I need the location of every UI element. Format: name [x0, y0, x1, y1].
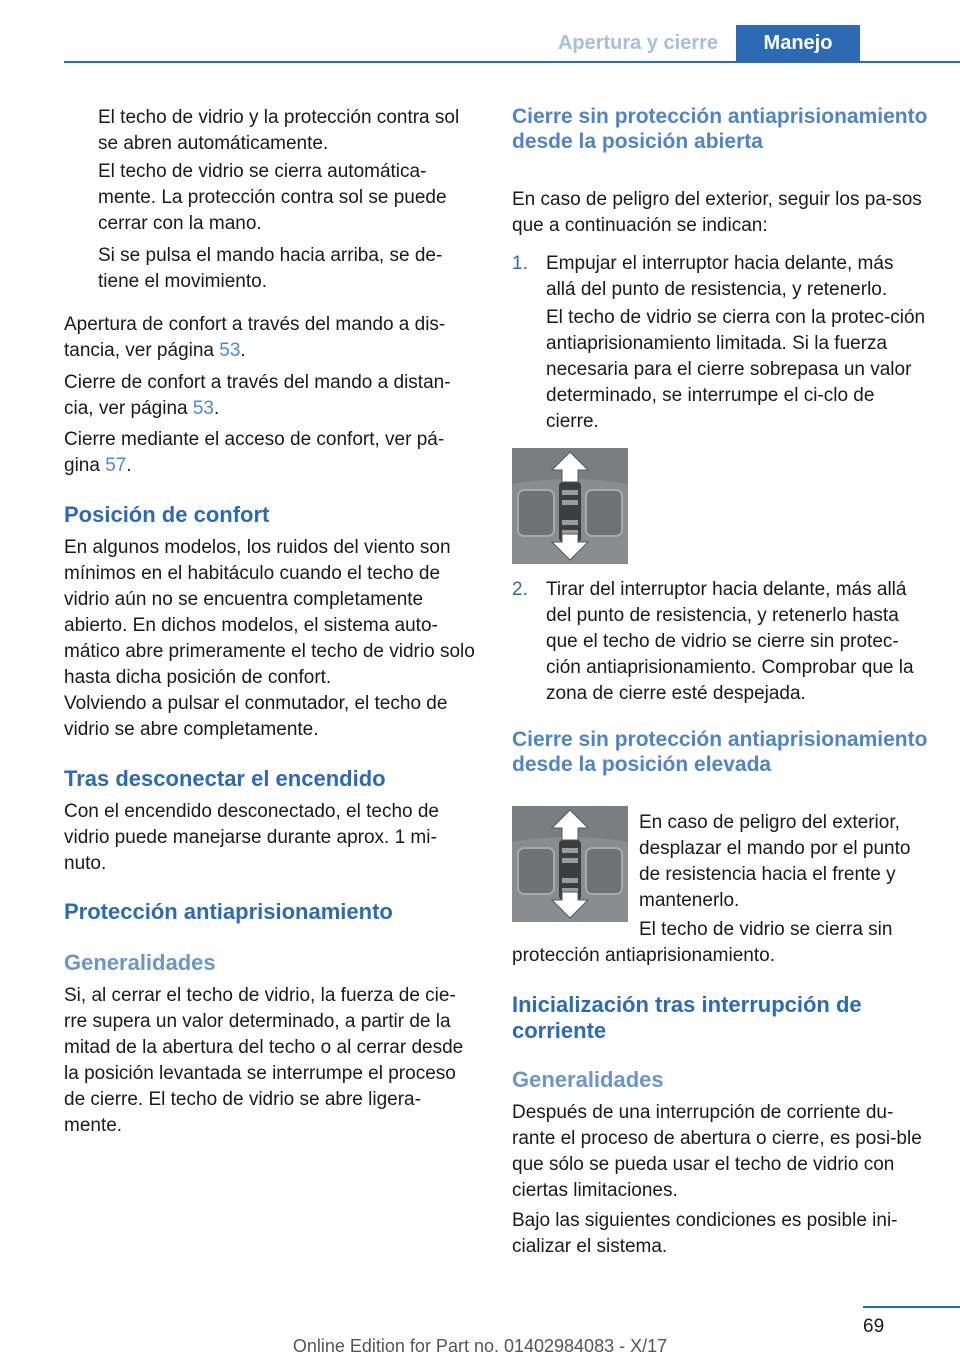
paragraph-stop-movement: Si se pulsa el mando hacia arriba, se de-tiene el movimiento. — [98, 245, 443, 292]
step-1-text: Empujar el interruptor hacia delante, más allá del punto de resistencia, y retenerlo. — [546, 253, 894, 300]
comfort-close-text: Cierre de confort a través del mando a distan-cia, ver página — [64, 372, 451, 419]
paragraph-init-general: Después de una interrupción de corriente du-rante el proceso de abertura o cierre, es posi-ble que sólo se pueda usar el techo de vidrio con ciertas limitaciones. — [512, 1102, 922, 1201]
heading-general: Generalidades — [64, 950, 216, 975]
paragraph-comfort-position: En algunos modelos, los ruidos del viento son mínimos en el habitáculo cuando el techo de vidrio aún no se encuentra completamente abierto. En dichos modelos, el sistema auto-mático abre primeramente el techo de vidrio solo hasta dicha posición de confort. — [64, 537, 475, 688]
paragraph-raised-close-a: El techo de vidrio se cierra sin — [639, 919, 893, 940]
heading-general-2: Generalidades — [512, 1067, 664, 1092]
paragraph-auto-open: El techo de vidrio y la protección contra sol se abren automáticamente. — [98, 107, 460, 154]
paragraph-raised-close-b: protección antiaprisionamiento. — [512, 945, 775, 966]
header-rule — [64, 61, 960, 63]
step-2-text: Tirar del interruptor hacia delante, más allá del punto de resistencia, y retenerlo hasta que el techo de vidrio se cierre sin protec-ción antiaprisionamiento. Comprobar que la zona de cierre esté despejada. — [546, 579, 914, 704]
heading-initialization: Inicialización tras interrupción de corriente — [512, 992, 862, 1043]
heading-close-from-open: Cierre sin protección antiaprisionamiento desde la posición abierta — [512, 105, 928, 153]
step-1-note: El techo de vidrio se cierra con la protec-ción antiaprisionamiento limitada. Si la fuerza necesaria para el cierre sobrepasa un valor determinado, se interrumpe el ci-clo de cierre. — [546, 307, 926, 432]
heading-close-from-raised: Cierre sin protección antiaprisionamiento desde la posición elevada — [512, 728, 928, 776]
header-chapter-tab: Manejo — [736, 25, 860, 61]
roof-switch-icon — [512, 448, 628, 564]
step-number-1: 1. — [512, 253, 528, 274]
page-link-57[interactable]: 57 — [105, 455, 127, 476]
page-link-53-close[interactable]: 53 — [192, 398, 214, 419]
header-section-tab: Apertura y cierre — [557, 32, 719, 54]
paragraph-comfort-close-remote: Cierre de confort a través del mando a distan-cia, ver página 53. — [64, 372, 451, 419]
paragraph-auto-close: El techo de vidrio se cierra automática-mente. La protección contra sol se puede cerrar con la mano. — [98, 161, 447, 234]
paragraph-danger-steps: En caso de peligro del exterior, seguir los pa-sos que a continuación se indican: — [512, 189, 922, 236]
paragraph-pinch-general: Si, al cerrar el techo de vidrio, la fuerza de cie-rre supera un valor determinado, a partir de la mitad de la abertura del techo o al cerrar desde la posición levantada se interrumpe el proceso de cierre. El techo de vidrio se abre ligera-mente. — [64, 985, 464, 1136]
step-number-2: 2. — [512, 579, 528, 600]
heading-pinch-protection: Protección antiaprisionamiento — [64, 899, 393, 924]
paragraph-init-conditions: Bajo las siguientes condiciones es posible ini-cializar el sistema. — [512, 1210, 898, 1257]
heading-comfort-position: Posición de confort — [64, 502, 270, 527]
paragraph-comfort-access: Cierre mediante el acceso de confort, ver pá-gina 57. — [64, 429, 445, 476]
heading-after-ignition-off: Tras desconectar el encendido — [64, 766, 386, 791]
roof-switch-icon — [512, 806, 628, 922]
edition-footer: Online Edition for Part no. 01402984083 - X/17 — [292, 1336, 668, 1356]
comfort-access-text: Cierre mediante el acceso de confort, ver pá-gina — [64, 429, 445, 476]
roof-switch-image-2 — [512, 806, 628, 922]
page-link-53-open[interactable]: 53 — [219, 340, 241, 361]
paragraph-raised-danger: En caso de peligro del exterior, desplazar el mando por el punto de resistencia hacia el frente y mantenerlo. — [639, 812, 911, 911]
roof-switch-image-1 — [512, 448, 628, 564]
footer-rule — [863, 1306, 960, 1308]
comfort-open-text: Apertura de confort a través del mando a dis-tancia, ver página — [64, 314, 446, 361]
paragraph-press-again: Volviendo a pulsar el conmutador, el techo de vidrio se abre completamente. — [64, 693, 448, 740]
paragraph-comfort-open-remote: Apertura de confort a través del mando a dis-tancia, ver página 53. — [64, 314, 446, 361]
page-number: 69 — [863, 1316, 885, 1337]
paragraph-after-ignition-off: Con el encendido desconectado, el techo de vidrio puede manejarse durante aprox. 1 mi-nuto. — [64, 801, 439, 874]
